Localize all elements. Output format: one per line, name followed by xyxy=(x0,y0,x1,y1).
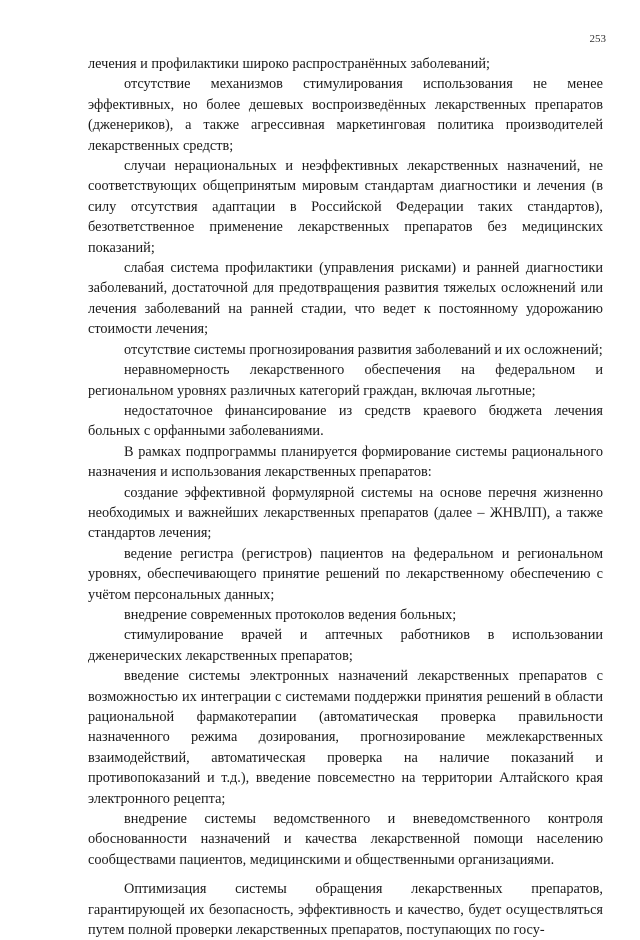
paragraph: Оптимизация системы обращения лекарственных препаратов, гарантирующей их безопасность, эффективность и качество, будет осуществляться путем полной проверки лекарственных препаратов, поступающих по госу- xyxy=(88,881,603,939)
paragraph: внедрение современных протоколов ведения больных; xyxy=(124,606,457,623)
paragraph: ведение регистра (регистров) пациентов на федеральном и региональном уровнях, обеспечивающего принятие решений по лекарственному обеспечению с учётом персональных данных; xyxy=(88,545,603,603)
paragraph: внедрение системы ведомственного и вневедомственного контроля обоснованности назначений и качества лекарственной помощи населению сообществами пациентов, медицинскими и общественными организациями. xyxy=(88,811,603,868)
paragraph: введение системы электронных назначений лекарственных препаратов с возможностью их интеграции с системами поддержки принятия решений в области рациональной фармакотерапии (автоматическая проверка правильности назначенного режима дозирования, прогнозирование межлекарственных взаимодействий, автоматическая проверка на наличие показаний и противопоказаний и т.д.), введение повсеместно на территории Алтайского края электронного рецепта; xyxy=(88,668,603,807)
paragraph: отсутствие механизмов стимулирования использования не менее эффективных, но более дешевых воспроизведённых лекарственных препаратов (дженериков), а также агрессивная маркетинговая политика производителей лекарственных средств; xyxy=(88,76,603,154)
paragraph: создание эффективной формулярной системы на основе перечня жизненно необходимых и важнейших лекарственных препаратов (далее – ЖНВЛП), а также стандартов лечения; xyxy=(88,484,603,542)
document-body xyxy=(88,54,603,940)
paragraph: стимулирование врачей и аптечных работников в использовании дженерических лекарственных препаратов; xyxy=(88,627,603,664)
paragraph: случаи нерациональных и неэффективных лекарственных назначений, не соответствующих общепринятым мировым стандартам диагностики и лечения (в силу отсутствия адаптации в Российской Федерации таких стандартов), безответственное применение лекарственных препаратов без медицинских показаний; xyxy=(88,158,603,256)
paragraph: лечения и профилактики широко распространённых заболеваний; xyxy=(88,56,490,72)
paragraph: слабая система профилактики (управления рисками) и ранней диагностики заболеваний, достаточной для предотвращения развития тяжелых осложнений или лечения заболеваний на ранней стадии, что ведет к постоянному удорожанию стоимости лечения; xyxy=(88,260,603,338)
paragraph: неравномерность лекарственного обеспечения на федеральном и региональном уровнях различных категорий граждан, включая льготные; xyxy=(88,362,603,399)
paragraph: отсутствие системы прогнозирования развития заболеваний и их осложнений; xyxy=(124,341,603,358)
page-number: 253 xyxy=(589,33,606,45)
paragraph: В рамках подпрограммы планируется формирование системы рационального назначения и использования лекарственных препаратов: xyxy=(88,443,603,481)
paragraph: недостаточное финансирование из средств краевого бюджета лечения больных с орфанными заболеваниями. xyxy=(88,402,603,440)
